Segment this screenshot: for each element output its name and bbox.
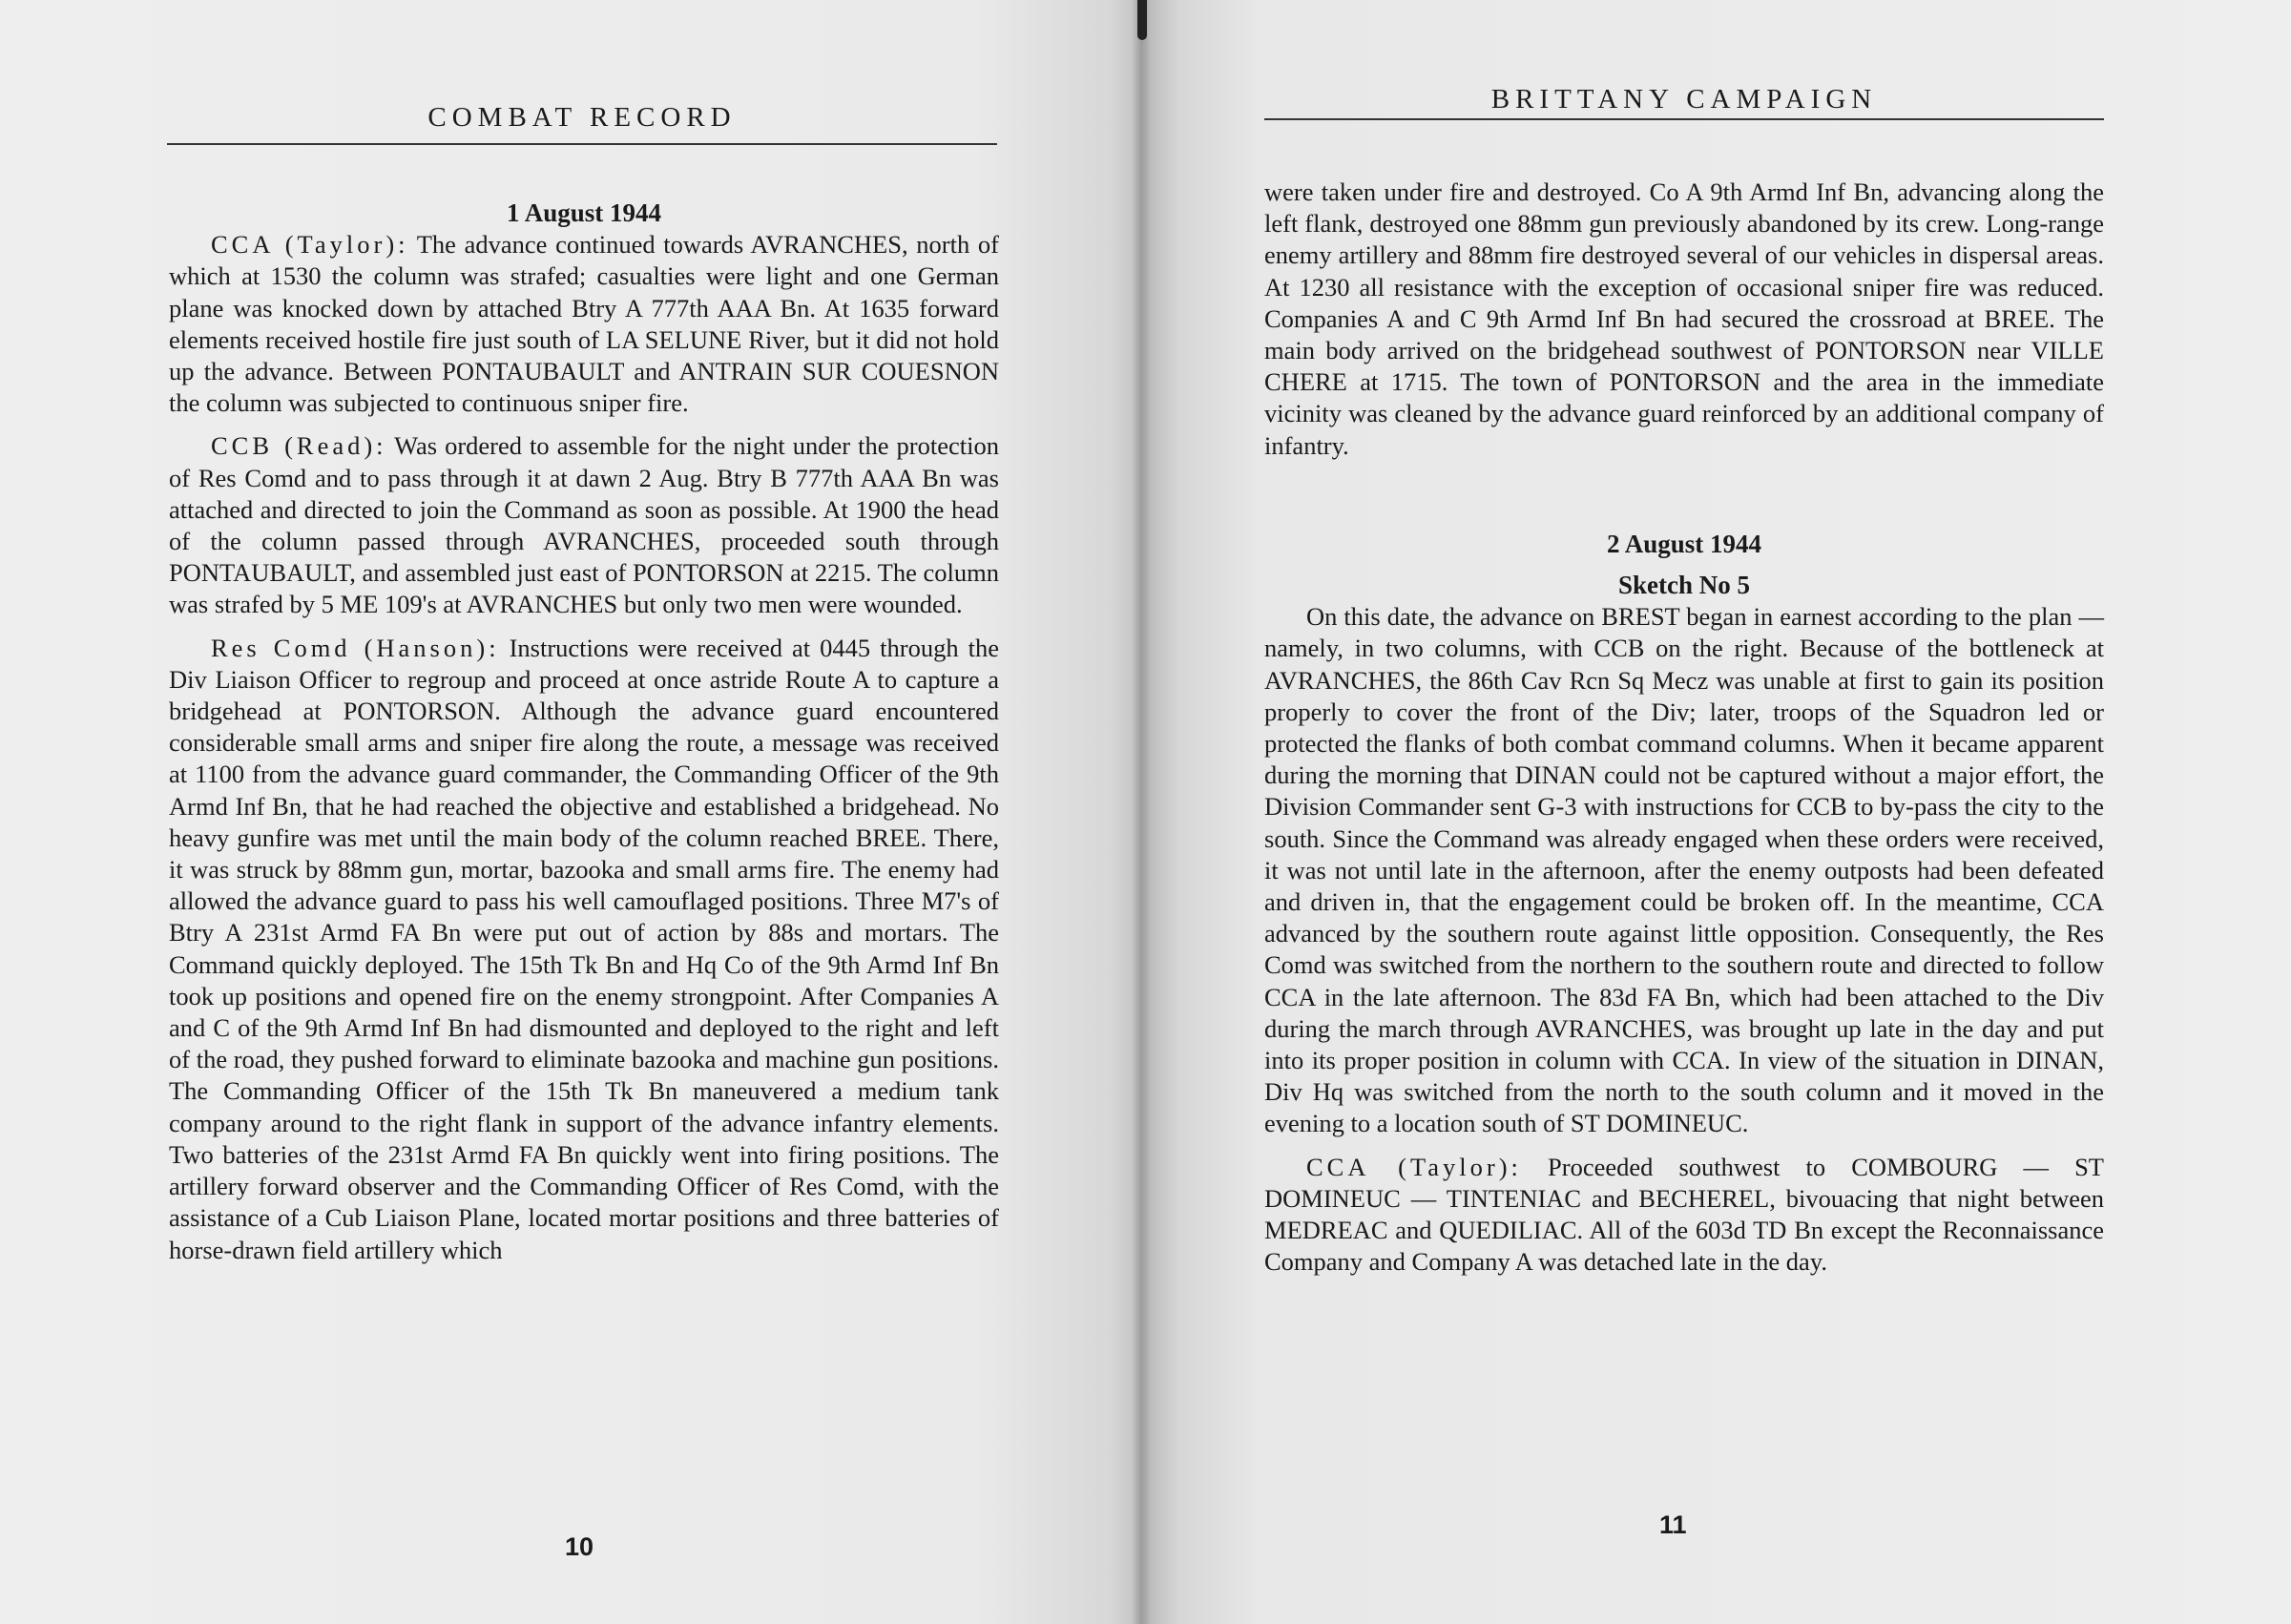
binding-mark bbox=[1137, 0, 1147, 40]
header-rule bbox=[1264, 118, 2104, 120]
unit-name: Res Comd (Hanson): bbox=[211, 633, 500, 662]
paragraph bbox=[1264, 601, 2104, 1139]
paragraph bbox=[169, 633, 999, 1266]
paragraph bbox=[169, 430, 999, 620]
sketch-heading: Sketch No 5 bbox=[1617, 571, 1750, 600]
paragraph-text: Was ordered to assemble for the night under the protection of Res Comd and to pass through it at dawn 2 Aug. Btry B 777th AAA Bn was attached and directed to join the Command as soon as possible. At 1900 the head of the column passed through AVRANCHES, proceeded south through PONTAUBAULT, and assembled just east of PONTORSON at 2215. The column was strafed by 5 ME 109's at AVRANCHES but only two men were wounded. bbox=[169, 431, 999, 619]
unit-name: CCB (Read): bbox=[211, 431, 387, 461]
book-spine bbox=[1132, 0, 1151, 1624]
right-page bbox=[1145, 0, 2291, 1624]
page-number: 10 bbox=[565, 1532, 594, 1561]
running-head: COMBAT RECORD bbox=[427, 102, 737, 133]
paragraph bbox=[1264, 1152, 2104, 1279]
left-page bbox=[0, 0, 1145, 1624]
paragraph-text: Proceeded southwest to COMBOURG — ST DOMINEUC — TINTENIAC and BECHEREL, bivouacing that night between MEDREAC and QUEDILIAC. All of the 603d TD Bn except the Reconnaissance Company and Company A was detached late in the day. bbox=[1264, 1152, 2104, 1277]
header-rule bbox=[167, 143, 997, 145]
page-body bbox=[169, 198, 999, 1278]
unit-name: CCA (Taylor): bbox=[1306, 1152, 1522, 1181]
continued-paragraph: were taken under fire and destroyed. Co A 9th Armd Inf Bn, advancing along the left flank, destroyed one 88mm gun previously abandoned by its crew. Long-range enemy artillery and 88mm fire destroyed several of our vehicles in dispersal areas. At 1230 all resistance with the exception of occasional sniper fire was reduced. Companies A and C 9th Armd Inf Bn had secured the crossroad at BREE. The main body arrived on the bridgehead southwest of PONTORSON near VILLE CHERE at 1715. The town of PONTORSON and the area in the immediate vicinity was cleaned by the advance guard reinforced by an additional company of infantry. bbox=[1264, 177, 2104, 460]
section-spacer bbox=[1264, 473, 2104, 529]
date-heading: 2 August 1944 bbox=[1606, 529, 1762, 558]
page-body bbox=[1264, 177, 2104, 1290]
paragraph bbox=[169, 229, 999, 419]
date-heading: 1 August 1944 bbox=[506, 198, 662, 227]
running-head: BRITTANY CAMPAIGN bbox=[1490, 84, 1878, 115]
unit-name: CCA (Taylor): bbox=[211, 230, 409, 260]
paragraph-text: The advance continued towards AVRANCHES, north of which at 1530 the column was strafed; casualties were light and one German plane was knocked down by attached Btry A 777th AAA Bn. At 1635 forward elements received hostile fire just south of LA SELUNE River, but it did not hold up the advance. Between PONTAUBAULT and ANTRAIN SUR COUESNON the column was subjected to continuous sniper fire. bbox=[169, 230, 999, 418]
paragraph-text: On this date, the advance on BREST began in earnest according to the plan —namely, in two columns, with CCB on the right. Because of the bottleneck at AVRANCHES, the 86th Cav Rcn Sq Mecz was unable at first to gain its position properly to cover the front of the Div; later, troops of the Squadron led or protected the flanks of both combat command columns. When it became apparent during the morning that DINAN could not be captured without a major effort, the Division Commander sent G-3 with instructions for CCB to by-pass the city to the south. Since the Command was already engaged when these orders were received, it was not until late in the afternoon, after the enemy outposts had been defeated and driven in, that the engagement could be broken off. In the meantime, CCA advanced by the southern route against little opposition. Consequently, the Res Comd was switched from the northern to the southern route and directed to follow CCA in the late afternoon. The 83d FA Bn, which had been attached to the Div during the march through AVRANCHES, was brought up late in the day and put into its proper position in column with CCA. In view of the situation in DINAN, Div Hq was switched from the north to the south column and it moved in the evening to a location south of ST DOMINEUC. bbox=[1264, 602, 2104, 1138]
paragraph-text: Instructions were received at 0445 through the Div Liaison Officer to regroup and proceed at once astride Route A to capture a bridgehead at PONTORSON. Although the advance guard encountered considerable small arms and sniper fire along the route, a message was received at 1100 from the advance guard commander, the Commanding Officer of the 9th Armd Inf Bn, that he had reached the objective and established a bridgehead. No heavy gunfire was met until the main body of the column reached BREE. There, it was struck by 88mm gun, mortar, bazooka and small arms fire. The enemy had allowed the advance guard to pass his well camouflaged positions. Three M7's of Btry A 231st Armd FA Bn were put out of action by 88s and mortars. The Command quickly deployed. The 15th Tk Bn and Hq Co of the 9th Armd Inf Bn took up positions and opened fire on the enemy strongpoint. After Companies A and C of the 9th Armd Inf Bn had dismounted and deployed to the right and left of the road, they pushed forward to eliminate bazooka and machine gun positions. The Commanding Officer of the 15th Tk Bn maneuvered a medium tank company around to the right flank in support of the advance infantry elements. Two batteries of the 231st Armd FA Bn quickly went into firing positions. The artillery forward observer and the Commanding Officer of Res Comd, with the assistance of a Cub Liaison Plane, located mortar positions and three batteries of horse-drawn field artillery which bbox=[169, 633, 999, 1264]
page-number: 11 bbox=[1659, 1510, 1687, 1539]
